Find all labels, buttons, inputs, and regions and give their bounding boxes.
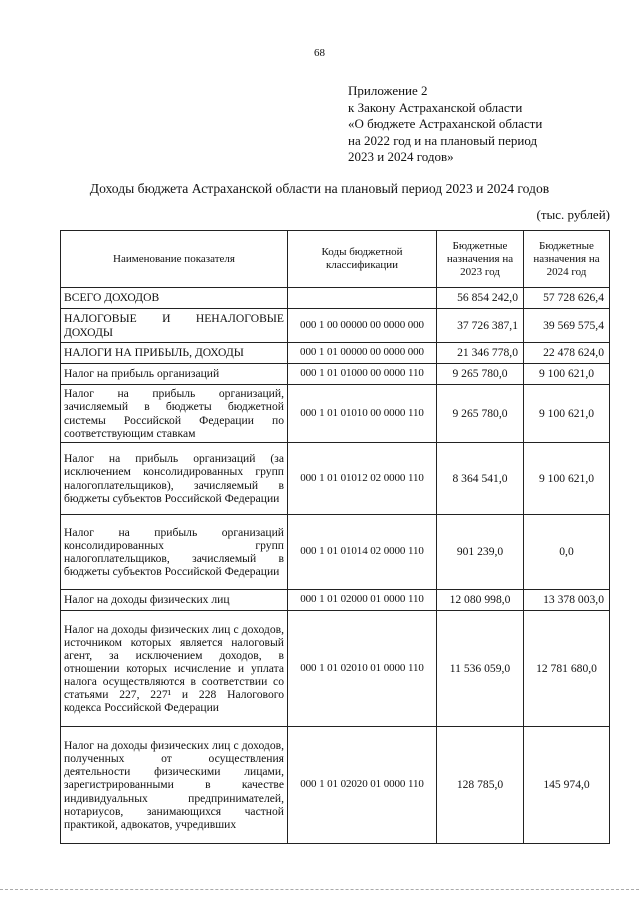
table-row bbox=[61, 385, 610, 443]
table-row bbox=[61, 288, 610, 309]
appendix-line: к Закону Астраханской области bbox=[348, 99, 523, 115]
appendix-line: на 2022 год и на плановый период bbox=[348, 132, 538, 148]
row-name: Налог на прибыль организаций bbox=[61, 364, 288, 385]
row-name: Налог на доходы физических лиц с доходов, источником которых является налоговый агент, за исключением доходов, в отношении которых исчисление и уплата налога осуществляются в соответствии со статьями 227, 227¹ и 228 Налогового кодекса Российской Федерации bbox=[61, 611, 288, 727]
row-2024: 9 100 621,0 bbox=[524, 443, 610, 515]
row-code: 000 1 01 01012 02 0000 110 bbox=[288, 443, 437, 515]
page-number: 68 bbox=[314, 47, 325, 59]
row-2023: 9 265 780,0 bbox=[437, 385, 524, 443]
row-2024: 145 974,0 bbox=[524, 727, 610, 844]
row-code: 000 1 01 02010 01 0000 110 bbox=[288, 611, 437, 727]
row-2023: 56 854 242,0 bbox=[437, 288, 524, 309]
row-2023: 8 364 541,0 bbox=[437, 443, 524, 515]
row-name: Налог на доходы физических лиц bbox=[61, 590, 288, 611]
row-name: Налог на прибыль организаций (за исключением консолидированных групп налогоплательщиков), зачисляемый в бюджеты субъектов Российской Федерации bbox=[61, 443, 288, 515]
table-row bbox=[61, 590, 610, 611]
table-row bbox=[61, 364, 610, 385]
row-name: Налог на прибыль организаций, зачисляемый в бюджеты бюджетной системы Российской Федерации по соответствующим ставкам bbox=[61, 385, 288, 443]
row-2024: 0,0 bbox=[524, 515, 610, 590]
row-2023: 901 239,0 bbox=[437, 515, 524, 590]
row-code: 000 1 01 01010 00 0000 110 bbox=[288, 385, 437, 443]
table-row bbox=[61, 443, 610, 515]
row-2024: 9 100 621,0 bbox=[524, 364, 610, 385]
header-name: Наименование показателя bbox=[61, 231, 288, 288]
row-2023: 12 080 998,0 bbox=[437, 590, 524, 611]
appendix-header bbox=[348, 83, 628, 166]
row-2023: 37 726 387,1 bbox=[437, 309, 524, 343]
row-2024: 57 728 626,4 bbox=[524, 288, 610, 309]
appendix-line: 2023 и 2024 годов» bbox=[348, 149, 454, 164]
row-code: 000 1 01 02020 01 0000 110 bbox=[288, 727, 437, 844]
row-code bbox=[288, 288, 437, 309]
row-2024: 22 478 624,0 bbox=[524, 343, 610, 364]
row-2024: 9 100 621,0 bbox=[524, 385, 610, 443]
row-name: Налог на прибыль организаций консолидированных групп налогоплательщиков, зачисляемый в бюджеты субъектов Российской Федерации bbox=[61, 515, 288, 590]
table-row bbox=[61, 515, 610, 590]
table-row bbox=[61, 309, 610, 343]
header-code: Коды бюджетной классификации bbox=[288, 231, 437, 288]
row-2023: 21 346 778,0 bbox=[437, 343, 524, 364]
row-code: 000 1 01 01014 02 0000 110 bbox=[288, 515, 437, 590]
row-code: 000 1 00 00000 00 0000 000 bbox=[288, 309, 437, 343]
table-row bbox=[61, 727, 610, 844]
header-2023: Бюджетные назначения на 2023 год bbox=[437, 231, 524, 288]
header-2024: Бюджетные назначения на 2024 год bbox=[524, 231, 610, 288]
units-label: (тыс. рублей) bbox=[536, 207, 610, 222]
row-code: 000 1 01 02000 01 0000 110 bbox=[288, 590, 437, 611]
row-2023: 128 785,0 bbox=[437, 727, 524, 844]
document-title: Доходы бюджета Астраханской области на плановый период 2023 и 2024 годов bbox=[89, 181, 550, 196]
appendix-line: Приложение 2 bbox=[348, 83, 428, 98]
row-name: Налог на доходы физических лиц с доходов, полученных от осуществления деятельности физическими лицами, зарегистрированными в качестве индивидуальных предпринимателей, нотариусов, занимающихся частной практикой, адвокатов, учредивших bbox=[61, 727, 288, 844]
appendix-line: «О бюджете Астраханской области bbox=[348, 116, 543, 131]
row-2024: 39 569 575,4 bbox=[524, 309, 610, 343]
row-2023: 11 536 059,0 bbox=[437, 611, 524, 727]
page-bottom-divider bbox=[0, 889, 639, 890]
row-2024: 13 378 003,0 bbox=[524, 590, 610, 611]
row-code: 000 1 01 00000 00 0000 000 bbox=[288, 343, 437, 364]
row-name: ВСЕГО ДОХОДОВ bbox=[61, 288, 288, 309]
table-row bbox=[61, 343, 610, 364]
row-name: НАЛОГОВЫЕ И НЕНАЛОГОВЫЕ ДОХОДЫ bbox=[61, 309, 288, 343]
row-name: НАЛОГИ НА ПРИБЫЛЬ, ДОХОДЫ bbox=[61, 343, 288, 364]
row-code: 000 1 01 01000 00 0000 110 bbox=[288, 364, 437, 385]
table-header-row bbox=[61, 231, 610, 288]
revenue-table bbox=[60, 230, 610, 844]
table-row bbox=[61, 611, 610, 727]
row-2024: 12 781 680,0 bbox=[524, 611, 610, 727]
row-2023: 9 265 780,0 bbox=[437, 364, 524, 385]
